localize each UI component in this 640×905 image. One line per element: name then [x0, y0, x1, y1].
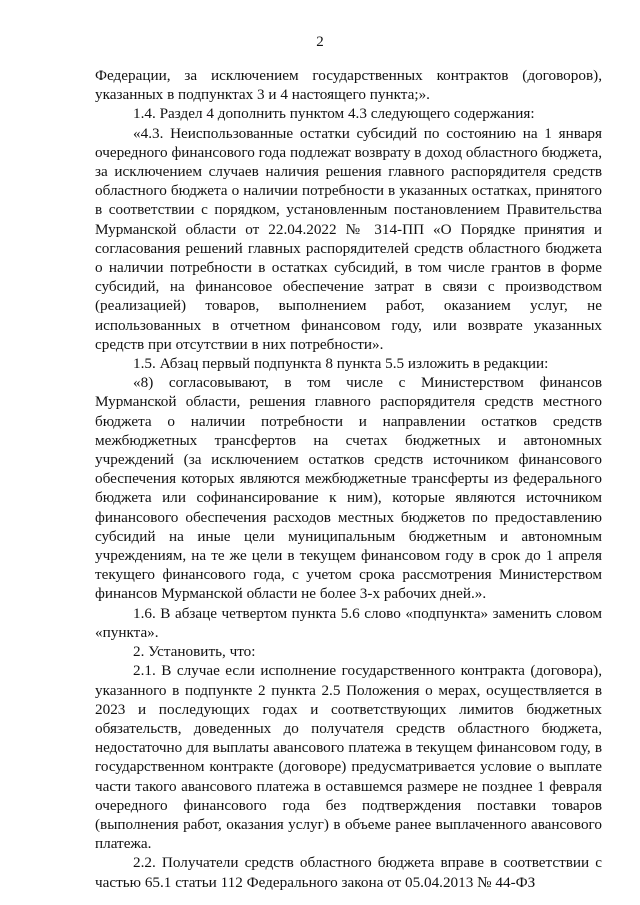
paragraph: 1.5. Абзац первый подпункта 8 пункта 5.5 изложить в редакции: — [133, 355, 549, 373]
paragraph: 1.4. Раздел 4 дополнить пунктом 4.3 следующего содержания: — [133, 105, 535, 123]
paragraph: «8) согласовывают, в том числе с Министерством финансов Мурманской области, решения главного распорядителя средств местного бюджета о наличии потребности и направлении остатков средств межбюджетных трансфертов на счетах бюджетных и автономных учреждений (за исключением остатков средств источником финансового обеспечения которых являются межбюджетные трансферты из федерального бюджета или софинансирование к ним), которые являются источником финансового обеспечения расходов местных бюджетов по предоставлению субсидий на иные цели муниципальным бюджетным и автономным учреждениям, на те же цели в текущем финансовом году в срок до 1 апреля текущего финансового года, с учетом срока рассмотрения Министерством финансов Мурманской области не более 3-х рабочих дней.». — [95, 374, 602, 603]
paragraph: Федерации, за исключением государственных контрактов (договоров), указанных в подпунктах 3 и 4 настоящего пункта;». — [95, 67, 602, 104]
paragraph: 2.1. В случае если исполнение государственного контракта (договора), указанного в подпункте 2 пункта 2.5 Положения о мерах, осуществляется в 2023 и последующих годах и соответствующих лимитов бюджетных обязательств, доведенных до получателя средств областного бюджета, недостаточно для выплаты авансового платежа в текущем финансовом году, в государственном контракте (договоре) предусматривается условие о выплате части такого авансового платежа в оставшемся размере не позднее 1 февраля очередного финансового года без подтверждения поставки товаров (выполнения работ, оказания услуг) в объеме ранее выплаченного авансового платежа. — [95, 662, 602, 853]
paragraph: «4.3. Неиспользованные остатки субсидий по состоянию на 1 января очередного финансового года подлежат возврату в доход областного бюджета, за исключением случаев наличия решения главного распорядителя средств областного бюджета о наличии потребности в указанных остатках, принятого в соответствии с порядком, установленным постановлением Правительства Мурманской области от 22.04.2022 № 314-ПП «О Порядке принятия и согласования решений главных распорядителей средств областного бюджета о наличии потребности в остатках субсидий, в том числе грантов в форме субсидий, на финансовое обеспечение затрат в связи с производством (реализацией) товаров, выполнением работ, оказанием услуг, не использованных в отчетном финансовом году, или возврате указанных средств при отсутствии в них потребности». — [95, 124, 602, 353]
page-number: 2 — [316, 34, 324, 50]
paragraph: 2.2. Получатели средств областного бюджета вправе в соответствии с частью 65.1 статьи 112 Федерального закона от 05.04.2013 № 44-ФЗ — [95, 854, 602, 891]
paragraph: 1.6. В абзаце четвертом пункта 5.6 слово «подпункта» заменить словом «пункта». — [95, 604, 602, 641]
paragraph: 2. Установить, что: — [133, 643, 256, 661]
document-body — [95, 66, 602, 892]
